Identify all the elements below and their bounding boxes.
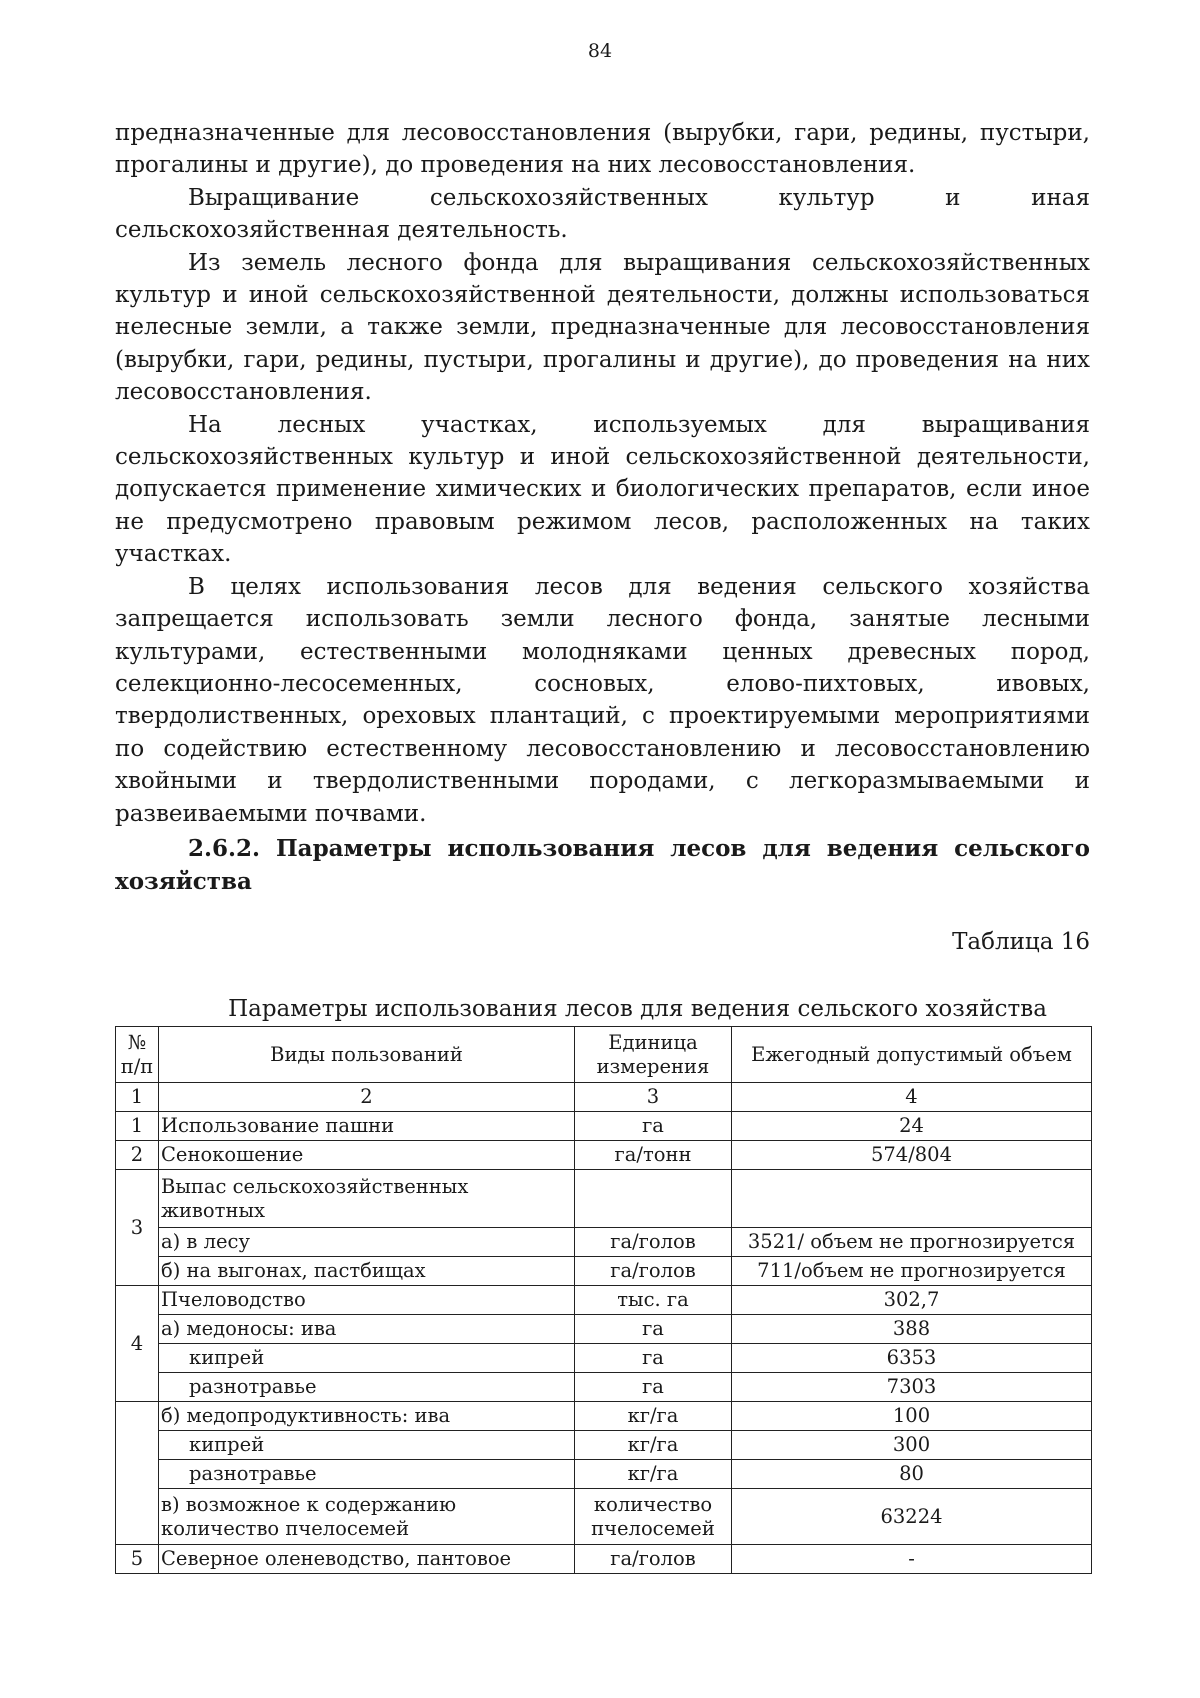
row-volume: 6353 xyxy=(732,1344,1092,1373)
row-kind: Выпас сельскохозяйственных животных xyxy=(159,1170,575,1228)
row-unit: га/голов xyxy=(575,1257,732,1286)
row-unit: га/тонн xyxy=(575,1141,732,1170)
row-kind: кипрей xyxy=(159,1431,575,1460)
column-number: 3 xyxy=(575,1083,732,1112)
page-number: 84 xyxy=(587,40,613,62)
row-volume: 100 xyxy=(732,1402,1092,1431)
row-volume: 3521/ объем не прогнозируется xyxy=(732,1228,1092,1257)
row-unit: га xyxy=(575,1344,732,1373)
paragraph: предназначенные для лесовосстановления (вырубки, гари, редины, пустыри, прогалины и другие), до проведения на них лесовосстановления. xyxy=(115,120,1090,179)
table-header-row xyxy=(116,1027,1092,1083)
row-unit: кг/га xyxy=(575,1460,732,1489)
section-heading: 2.6.2. Параметры использования лесов для ведения сельского хозяйства xyxy=(115,835,1090,895)
column-number: 2 xyxy=(159,1083,575,1112)
table-row xyxy=(116,1315,1092,1344)
table-row xyxy=(116,1460,1092,1489)
row-kind: разнотравье xyxy=(159,1373,575,1402)
row-unit: га/голов xyxy=(575,1228,732,1257)
row-kind: разнотравье xyxy=(159,1460,575,1489)
row-kind: Пчеловодство xyxy=(159,1286,575,1315)
table-row xyxy=(116,1431,1092,1460)
row-volume: 574/804 xyxy=(732,1141,1092,1170)
row-unit: га xyxy=(575,1373,732,1402)
row-kind: а) в лесу xyxy=(159,1228,575,1257)
paragraph: Выращивание сельскохозяйственных культур и иная сельскохозяйственная деятельность. xyxy=(115,184,1090,244)
row-kind: а) медоносы: ива xyxy=(159,1315,575,1344)
table-row xyxy=(116,1545,1092,1574)
paragraph: В целях использования лесов для ведения сельского хозяйства запрещается использовать земли лесного фонда, занятые лесными культурами, естественными молодняками ценных древесных пород, селекционно-лесосеменных, сосновых, елово-пихтовых, ивовых, твердолиственных, ореховых плантаций, с проектируемыми мероприятиями по содействию естественному лесовосстановлению и лесовосстановлению хвойными и твердолиственными породами, с легкоразмываемыми и развеиваемыми почвами. xyxy=(115,573,1090,827)
paragraph: Из земель лесного фонда для выращивания сельскохозяйственных культур и иной сельскохозяйственной деятельности, должны использоваться нелесные земли, а также земли, предназначенные для лесовосстановления (вырубки, гари, редины, пустыри, прогалины и другие), до проведения на них лесовосстановления. xyxy=(115,249,1090,406)
table-row xyxy=(116,1344,1092,1373)
parameters-table xyxy=(115,1026,1092,1574)
table-row xyxy=(116,1112,1092,1141)
row-kind: б) на выгонах, пастбищах xyxy=(159,1257,575,1286)
row-unit: кг/га xyxy=(575,1431,732,1460)
row-kind: Использование пашни xyxy=(159,1112,575,1141)
table-row xyxy=(116,1228,1092,1257)
table-row xyxy=(116,1286,1092,1315)
column-number: 4 xyxy=(732,1083,1092,1112)
row-unit: га/голов xyxy=(575,1545,732,1574)
row-volume: - xyxy=(732,1545,1092,1574)
row-num: 1 xyxy=(116,1112,159,1141)
row-kind: Северное оленеводство, пантовое xyxy=(159,1545,575,1574)
row-unit: га xyxy=(575,1112,732,1141)
header-unit: Единица измерения xyxy=(575,1027,732,1083)
row-volume: 300 xyxy=(732,1431,1092,1460)
table-caption: Параметры использования лесов для ведения сельского хозяйства xyxy=(228,996,1047,1022)
row-volume: 388 xyxy=(732,1315,1092,1344)
row-num: 4 xyxy=(116,1286,159,1402)
row-kind: Сенокошение xyxy=(159,1141,575,1170)
table-row xyxy=(116,1257,1092,1286)
row-unit: кг/га xyxy=(575,1402,732,1431)
row-volume: 302,7 xyxy=(732,1286,1092,1315)
row-volume xyxy=(732,1170,1092,1228)
table-label: Таблица 16 xyxy=(952,929,1090,955)
row-unit: количество пчелосемей xyxy=(575,1489,732,1545)
row-volume: 7303 xyxy=(732,1373,1092,1402)
row-unit: га xyxy=(575,1315,732,1344)
table-row xyxy=(116,1489,1092,1545)
row-volume: 711/объем не прогнозируется xyxy=(732,1257,1092,1286)
header-volume: Ежегодный допустимый объем xyxy=(732,1027,1092,1083)
column-number: 1 xyxy=(116,1083,159,1112)
row-unit xyxy=(575,1170,732,1228)
row-volume: 24 xyxy=(732,1112,1092,1141)
row-kind: кипрей xyxy=(159,1344,575,1373)
row-num xyxy=(116,1402,159,1545)
row-kind: б) медопродуктивность: ива xyxy=(159,1402,575,1431)
row-volume: 63224 xyxy=(732,1489,1092,1545)
paragraph: На лесных участках, используемых для выращивания сельскохозяйственных культур и иной сельскохозяйственной деятельности, допускается применение химических и биологических препаратов, если иное не предусмотрено правовым режимом лесов, расположенных на таких участках. xyxy=(115,411,1090,568)
row-num: 5 xyxy=(116,1545,159,1574)
table-row xyxy=(116,1141,1092,1170)
row-num: 3 xyxy=(116,1170,159,1286)
row-volume: 80 xyxy=(732,1460,1092,1489)
table-row xyxy=(116,1373,1092,1402)
row-kind: в) возможное к содержанию количество пчелосемей xyxy=(159,1489,575,1545)
header-num: № п/п xyxy=(116,1027,159,1083)
table-row xyxy=(116,1402,1092,1431)
row-num: 2 xyxy=(116,1141,159,1170)
column-number-row xyxy=(116,1083,1092,1112)
body-text xyxy=(115,117,1090,830)
table-row xyxy=(116,1170,1092,1228)
row-unit: тыс. га xyxy=(575,1286,732,1315)
header-kind: Виды пользований xyxy=(159,1027,575,1083)
